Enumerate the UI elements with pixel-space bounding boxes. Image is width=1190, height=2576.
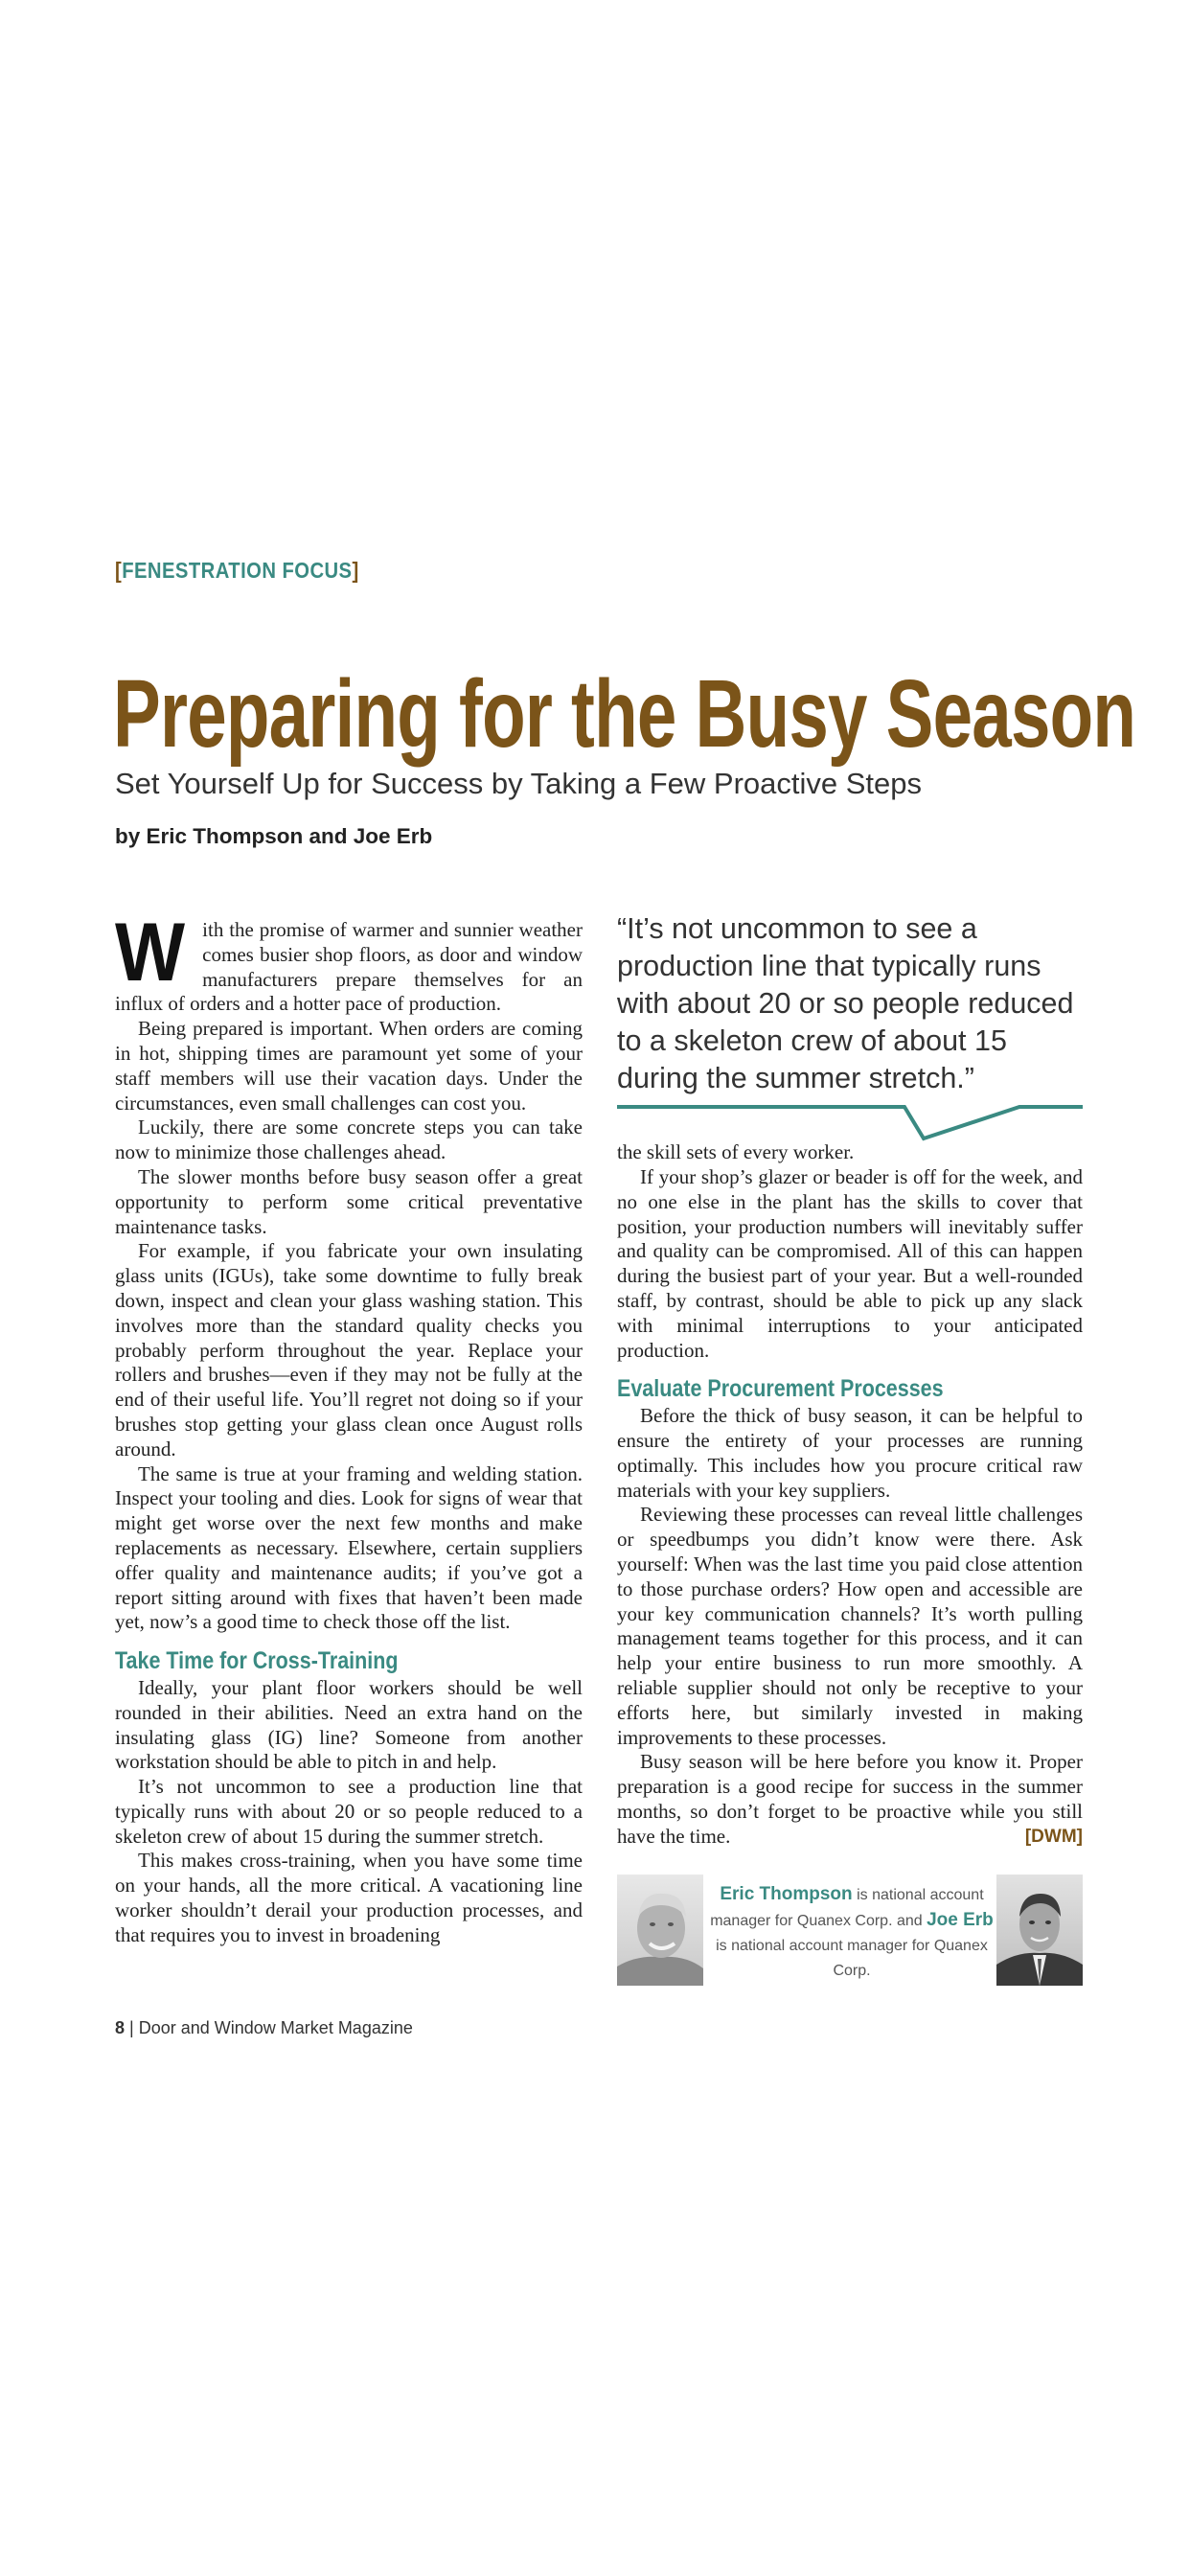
body-paragraph: Being prepared is important. When orders are coming in hot, shipping times are paramount yet some of your staff members will use their vacation days. Under the circumstances, even small challenges can cost you.: [115, 1017, 583, 1115]
bio-name-eric-thompson: Eric Thompson: [720, 1884, 853, 1904]
section-tag-close-bracket: ]: [352, 558, 359, 583]
bio-text: [707, 1882, 996, 1984]
continuation-line: the skill sets of every worker.: [617, 1140, 855, 1163]
end-tag: [DWM]: [1024, 1826, 1083, 1847]
pull-quote: “It’s not uncommon to see a production line that typically runs with about 20 or so people reduced to a skeleton crew of about 15 during the summer stretch.”: [617, 912, 1074, 1094]
closing-paragraph: [617, 1750, 1083, 1849]
body-paragraph: The slower months before busy season offer a great opportunity to perform some critical preventative maintenance tasks.: [115, 1164, 583, 1238]
body-paragraph: It’s not uncommon to see a production line that typically runs with about 20 or so people reduced to a skeleton crew of about 15 during the summer stretch.: [115, 1775, 583, 1848]
article-column-left: [115, 907, 583, 1948]
article-column-right: [617, 1165, 1083, 1850]
article-subheadline: Set Yourself Up for Success by Taking a Few Proactive Steps: [115, 767, 923, 800]
body-paragraph: The same is true at your framing and welding station. Inspect your tooling and dies. Look for signs of wear that might get worse over the next few months and make replacements as necessary. Elsewhere, certain suppliers offer quality and maintenance audits; if you’ve got a report sitting around with fixes that haven’t been made yet, now’s a good time to check those off the list.: [115, 1461, 583, 1634]
author-photo-joe-erb: [996, 1874, 1083, 1986]
author-bio: [617, 1874, 1083, 1986]
article-headline: Preparing for the Busy Season: [113, 660, 1136, 768]
body-paragraph: For example, if you fabricate your own insulating glass units (IGUs), take some downtime to fully break down, inspect and clean your glass washing station. This involves more than the standard quality checks you probably perform throughout the year. Replace your rollers and brushes—even if they may not be fully at the end of their useful life. You’ll regret not doing so if your brushes stop getting your glass clean once August rolls around.: [115, 1239, 583, 1460]
page-footer: [115, 2018, 413, 2038]
bio-text-2: is national account manager for Quanex Corp.: [716, 1938, 988, 1979]
bio-name-joe-erb: Joe Erb: [927, 1910, 994, 1930]
footer-separator: |: [129, 2018, 134, 2037]
author-photo-eric-thompson: [617, 1874, 703, 1986]
article-byline: by Eric Thompson and Joe Erb: [115, 824, 433, 848]
drop-cap: W: [115, 907, 186, 999]
section-heading-cross-training: Take Time for Cross-Training: [115, 1647, 399, 1675]
body-paragraph: This makes cross-training, when you have some time on your hands, all the more critical. A vacationing line worker shouldn’t derail your production processes, and that requires you to invest in broadening: [115, 1849, 583, 1946]
body-paragraph: Luckily, there are some concrete steps you can take now to minimize those challenges ahead.: [115, 1116, 583, 1164]
pull-quote-callout-line: [617, 1104, 1083, 1142]
section-heading-procurement: Evaluate Procurement Processes: [617, 1375, 944, 1403]
publication-name: Door and Window Market Magazine: [138, 2018, 413, 2037]
body-paragraph: Before the thick of busy season, it can be helpful to ensure the entirety of your processes are running optimally. This includes how you procure critical raw materials with your key suppliers.: [617, 1404, 1083, 1502]
body-paragraph: Reviewing these processes can reveal little challenges or speedbumps you didn’t know were there. Ask yourself: When was the last time you paid close attention to those purchase orders? How open and accessible are your key communication channels? It’s worth pulling management teams together for this process, and it can help your entire business to run more smoothly. A reliable supplier should not only be receptive to your efforts here, but similarly invested in making improvements to these processes.: [617, 1503, 1083, 1749]
intro-paragraph: [115, 907, 583, 1017]
section-tag: [115, 558, 359, 584]
intro-text: ith the promise of warmer and sunnier weather comes busier shop floors, as door and window manufacturers prepare themselves for an influx of orders and a hotter pace of production.: [115, 918, 583, 1016]
closing-text: Busy season will be here before you know it. Proper preparation is a good recipe for success in the summer months, so don’t forget to be proactive while you still have the time.: [617, 1750, 1083, 1848]
section-tag-label: FENESTRATION FOCUS: [122, 558, 353, 583]
body-paragraph: If your shop’s glazer or beader is off for the week, and no one else in the plant has the skills to cover that position, your production numbers will inevitably suffer and quality can be compromised. All of this can happen during the busiest part of your year. But a well-rounded staff, by contrast, should be able to pick up any slack with minimal interruptions to your anticipated production.: [617, 1165, 1083, 1362]
body-paragraph: Ideally, your plant floor workers should be well rounded in their abilities. Need an extra hand on the insulating glass (IG) line? Someone from another workstation should be able to pitch in and help.: [115, 1675, 583, 1774]
bio-text-1: is national account manager for Quanex Corp. and: [710, 1887, 984, 1929]
section-tag-open-bracket: [: [115, 558, 123, 583]
page-number: 8: [115, 2018, 126, 2037]
